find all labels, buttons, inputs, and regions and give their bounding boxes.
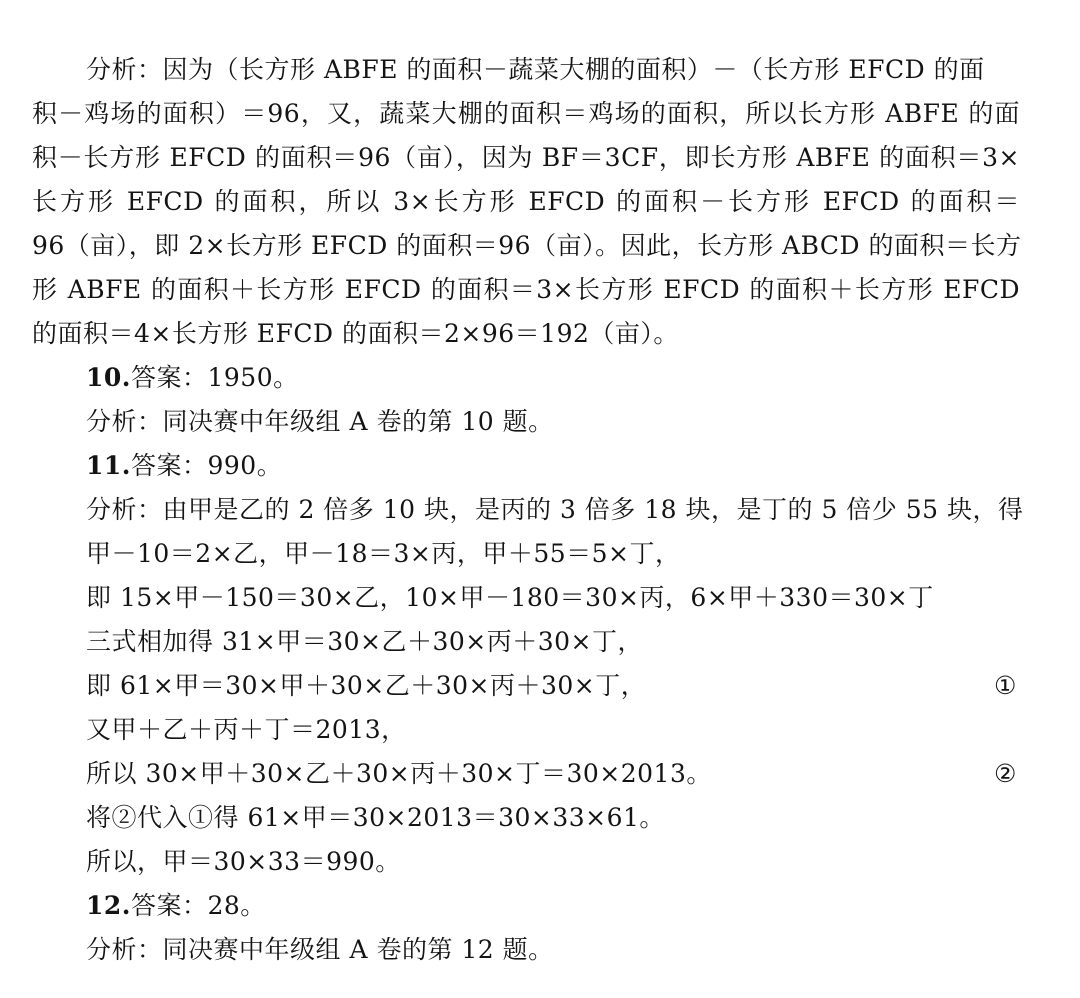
q9-analysis-line-3: 积－长方形 EFCD 的面积＝96（亩），因为 BF＝3CF，即长方形 ABFE 的面积＝3× — [32, 143, 1020, 172]
q12-analysis: 分析：同决赛中年级组 A 卷的第 12 题。 — [86, 935, 554, 964]
q10-answer — [86, 356, 299, 400]
equation-marker-2: ② — [994, 759, 1017, 788]
q11-analysis-line-5: 即 61×甲＝30×甲＋30×乙＋30×丙＋30×丁， — [86, 671, 647, 700]
q11-analysis-line-8: 将②代入①得 61×甲＝30×2013＝30×33×61。 — [86, 803, 665, 832]
q11-analysis-line-9: 所以，甲＝30×33＝990。 — [86, 847, 401, 876]
equation-marker-1: ① — [994, 671, 1017, 700]
q12-number: 12. — [86, 891, 131, 920]
q10-analysis: 分析：同决赛中年级组 A 卷的第 10 题。 — [86, 407, 554, 436]
q9-analysis-line-2: 积－鸡场的面积）＝96，又，蔬菜大棚的面积＝鸡场的面积，所以长方形 ABFE 的面 — [32, 99, 1020, 128]
q9-analysis-line-6: 形 ABFE 的面积＋长方形 EFCD 的面积＝3×长方形 EFCD 的面积＋长方形 EFCD — [32, 275, 1020, 304]
q12-answer-text: 答案：28。 — [131, 891, 266, 920]
q11-analysis-line-6: 又甲＋乙＋丙＋丁＝2013， — [86, 715, 407, 744]
q11-analysis-line-1: 分析：由甲是乙的 2 倍多 10 块，是丙的 3 倍多 18 块，是丁的 5 倍少 55 块，得 — [86, 495, 1024, 524]
q10-answer-text: 答案：1950。 — [131, 363, 299, 392]
q11-number: 11. — [86, 451, 131, 480]
q11-answer-text: 答案：990。 — [131, 451, 283, 480]
q11-analysis-line-3: 即 15×甲－150＝30×乙，10×甲－180＝30×丙，6×甲＋330＝30×丁 — [86, 583, 934, 612]
q11-answer — [86, 444, 282, 488]
q11-analysis-line-7: 所以 30×甲＋30×乙＋30×丙＋30×丁＝30×2013。 — [86, 759, 712, 788]
q11-analysis-line-4: 三式相加得 31×甲＝30×乙＋30×丙＋30×丁， — [86, 627, 643, 656]
q9-analysis-line-4: 长方形 EFCD 的面积，所以 3×长方形 EFCD 的面积－长方形 EFCD 的面积＝ — [32, 187, 1020, 216]
q12-answer — [86, 884, 266, 928]
q9-analysis-line-7: 的面积＝4×长方形 EFCD 的面积＝2×96＝192（亩）。 — [32, 319, 679, 348]
q9-analysis-line-5: 96（亩），即 2×长方形 EFCD 的面积＝96（亩）。因此，长方形 ABCD 的面积＝长方 — [32, 231, 1022, 260]
q10-number: 10. — [86, 363, 131, 392]
q9-analysis-line-1: 分析：因为（长方形 ABFE 的面积－蔬菜大棚的面积）－（长方形 EFCD 的面 — [86, 55, 985, 84]
q11-analysis-line-2: 甲－10＝2×乙，甲－18＝3×丙，甲＋55＝5×丁， — [86, 539, 681, 568]
